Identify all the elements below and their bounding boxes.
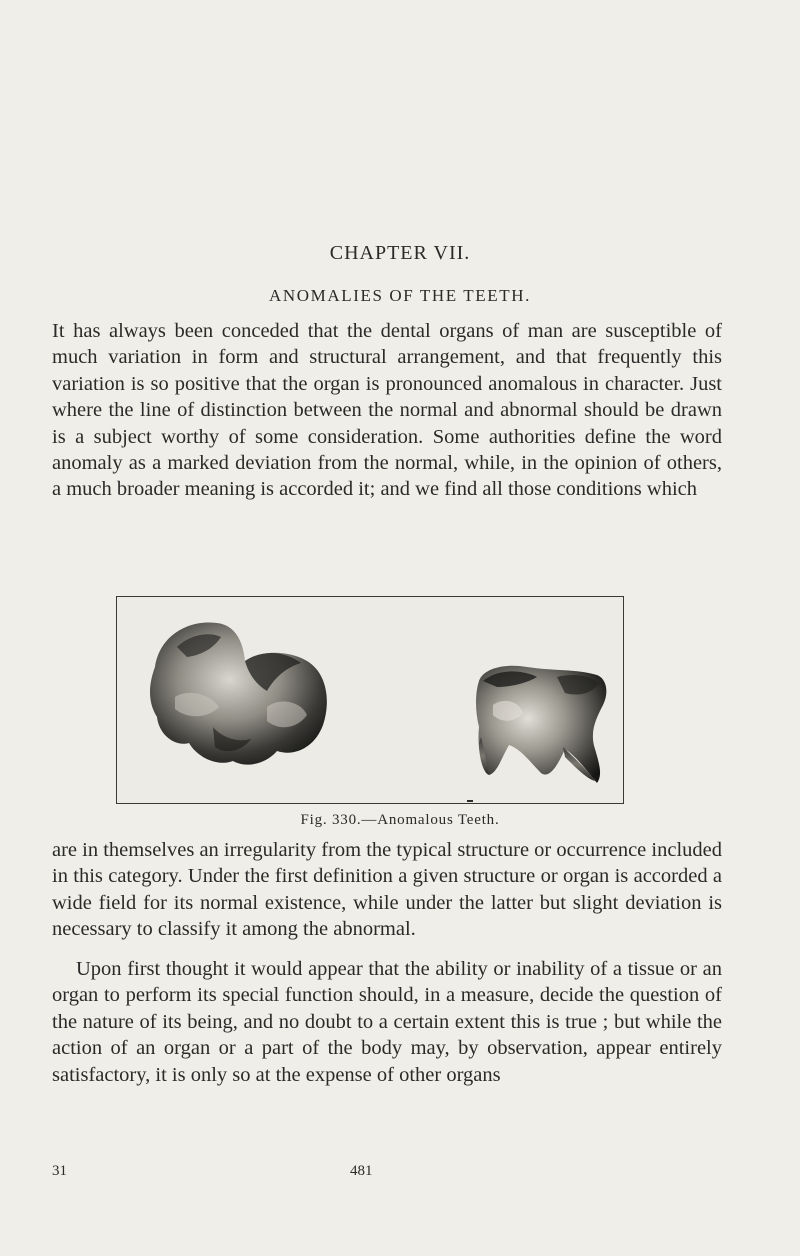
- figure-anomalous-teeth: [116, 596, 624, 804]
- paragraph-3: Upon first thought it would appear that the ability or inability of a tissue or an organ to perform its special function should, in a measure, decide the question of the nature of its being, and no doubt to a certain extent this is true ; but while the action of an organ or a part of the body may, by observation, appear entirely satisfactory, it is only so at the expense of other organs: [52, 958, 722, 1086]
- figure-caption: Fig. 330.—Anomalous Teeth.: [300, 812, 500, 828]
- signature-mark: 31: [52, 1163, 67, 1179]
- page-number: 481: [350, 1163, 373, 1179]
- paragraph-1: It has always been conceded that the dental organs of man are susceptible of much variation in form and structural arrangement, and that frequently this variation is so positive that the organ is pronounced anomalous in character. Just where the line of distinction between the normal and abnormal should be drawn is a subject worthy of some consideration. Some authorities define the word anomaly as a marked deviation from the normal, while, in the opinion of others, a much broader meaning is accorded it; and we find all those conditions which: [52, 320, 722, 501]
- paragraph-2: are in themselves an irregularity from the typical structure or occurrence included in this category. Under the first definition a given structure or organ is accorded a wide field for its normal existence, while under the latter but slight deviation is necessary to classify it among the abnormal.: [52, 839, 722, 941]
- chapter-title: ANOMALIES OF THE TEETH.: [269, 286, 531, 305]
- left-tooth-specimen: [150, 622, 327, 764]
- right-tooth-specimen: [476, 666, 606, 783]
- chapter-heading: CHAPTER VII.: [329, 242, 471, 264]
- teeth-illustration: [117, 597, 623, 803]
